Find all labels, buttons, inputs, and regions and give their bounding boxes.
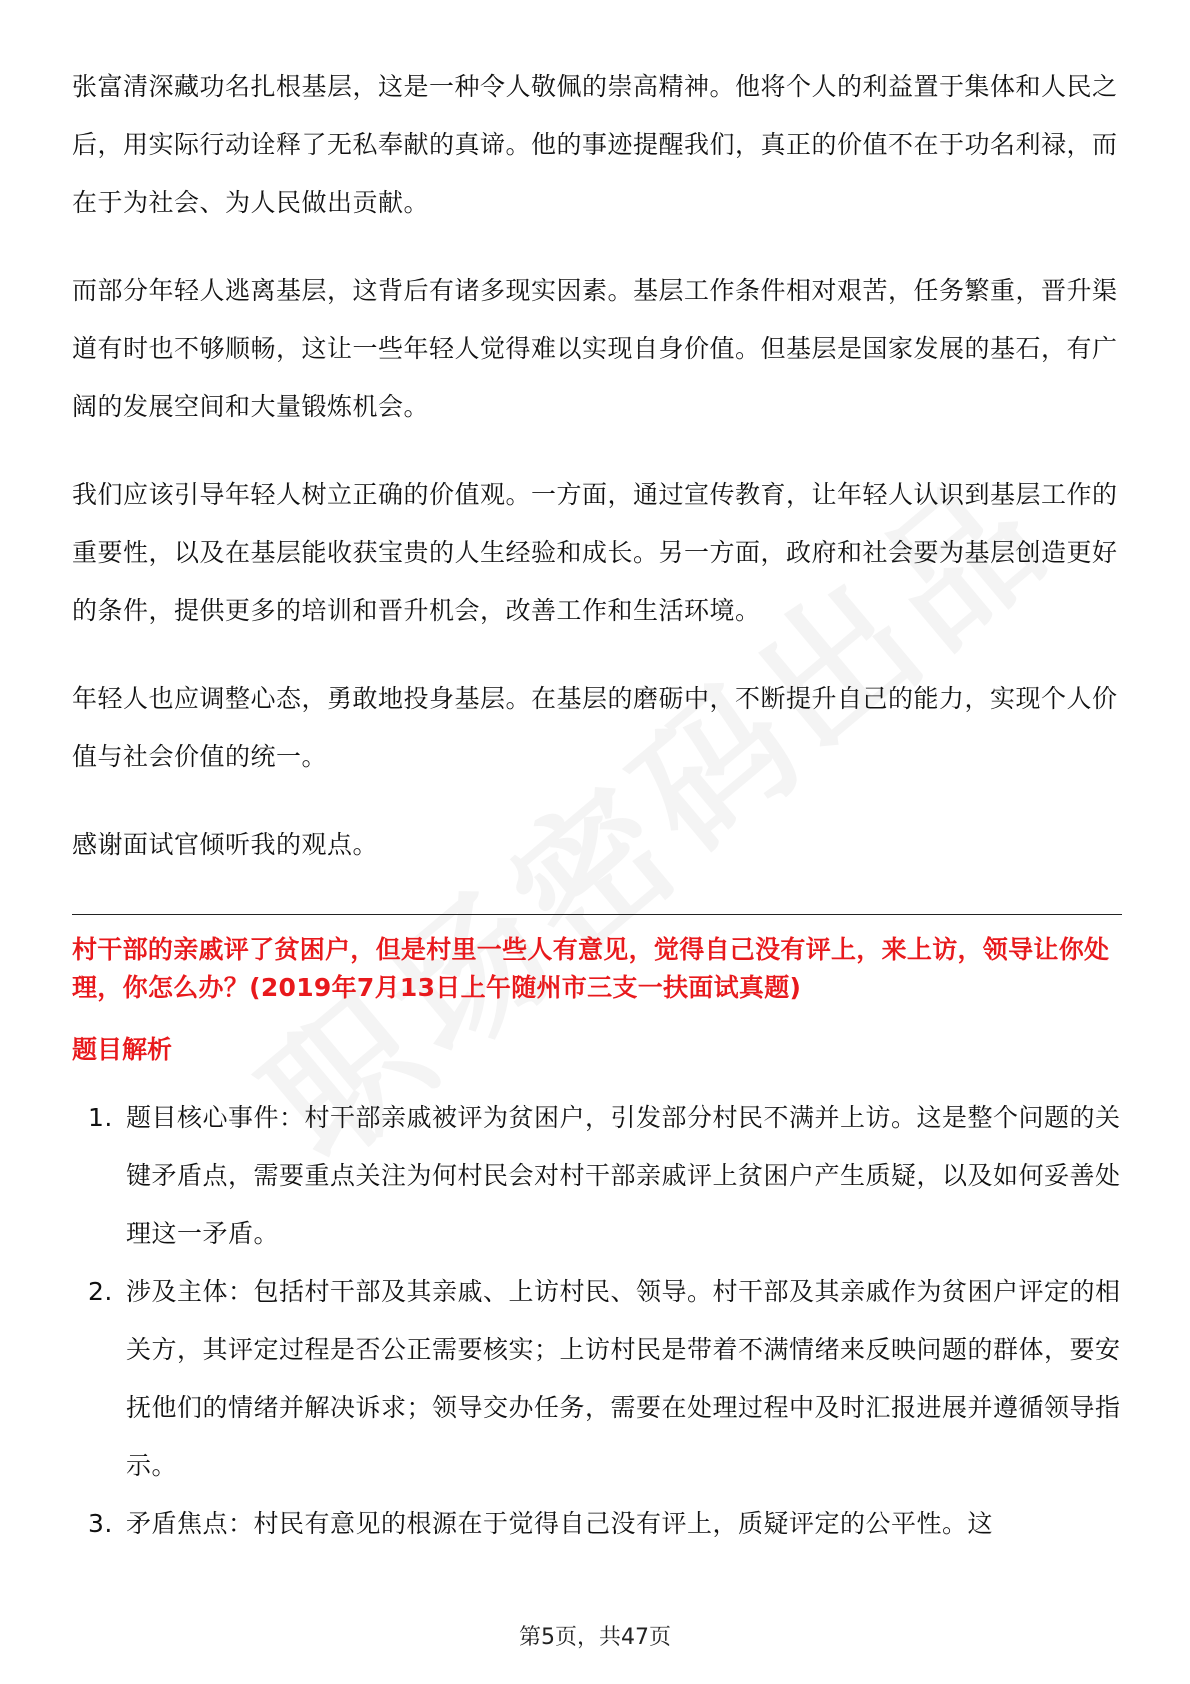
question-heading: 村干部的亲戚评了贫困户，但是村里一些人有意见，觉得自己没有评上，来上访，领导让你处理，你怎么办？(2019年7月13日上午随州市三支一扶面试真题) — [72, 935, 1110, 1002]
section-divider — [72, 914, 1122, 915]
analysis-item-text: 涉及主体：包括村干部及其亲戚、上访村民、领导。村干部及其亲戚作为贫困户评定的相关方，其评定过程是否公正需要核实；上访村民是带着不满情绪来反映问题的群体，要安抚他们的情绪并解决诉求；领导交办任务，需要在处理过程中及时汇报进展并遵循领导指示。 — [126, 1277, 1121, 1480]
paragraph-3: 我们应该引导年轻人树立正确的价值观。一方面，通过宣传教育，让年轻人认识到基层工作的重要性，以及在基层能收获宝贵的人生经验和成长。另一方面，政府和社会要为基层创造更好的条件，提供更多的培训和晋升机会，改善工作和生活环境。 — [72, 480, 1118, 625]
paragraph-2: 而部分年轻人逃离基层，这背后有诸多现实因素。基层工作条件相对艰苦，任务繁重，晋升渠道有时也不够顺畅，这让一些年轻人觉得难以实现自身价值。但基层是国家发展的基石，有广阔的发展空间和大量锻炼机会。 — [72, 276, 1118, 421]
paragraph-1: 张富清深藏功名扎根基层，这是一种令人敬佩的崇高精神。他将个人的利益置于集体和人民之后，用实际行动诠释了无私奉献的真谛。他的事迹提醒我们，真正的价值不在于功名利禄，而在于为社会、为人民做出贡献。 — [72, 72, 1118, 217]
analysis-item-number: 1. — [88, 1103, 113, 1132]
analysis-item-1 — [72, 1089, 1122, 1263]
analysis-list — [72, 1089, 1122, 1553]
analysis-item-2 — [72, 1263, 1122, 1495]
analysis-item-3 — [72, 1495, 1122, 1553]
analysis-item-text: 题目核心事件：村干部亲戚被评为贫困户，引发部分村民不满并上访。这是整个问题的关键矛盾点，需要重点关注为何村民会对村干部亲戚评上贫困户产生质疑，以及如何妥善处理这一矛盾。 — [126, 1103, 1121, 1248]
analysis-item-number: 3. — [88, 1509, 113, 1538]
paragraph-4: 年轻人也应调整心态，勇敢地投身基层。在基层的磨砺中，不断提升自己的能力，实现个人价值与社会价值的统一。 — [72, 684, 1118, 771]
analysis-item-number: 2. — [88, 1277, 113, 1306]
page-content — [72, 58, 1122, 1553]
paragraph-5: 感谢面试官倾听我的观点。 — [72, 830, 379, 859]
analysis-title: 题目解析 — [72, 1035, 173, 1064]
analysis-item-text: 矛盾焦点：村民有意见的根源在于觉得自己没有评上，质疑评定的公平性。这 — [126, 1509, 994, 1538]
page-number-footer: 第5页，共47页 — [519, 1625, 671, 1650]
